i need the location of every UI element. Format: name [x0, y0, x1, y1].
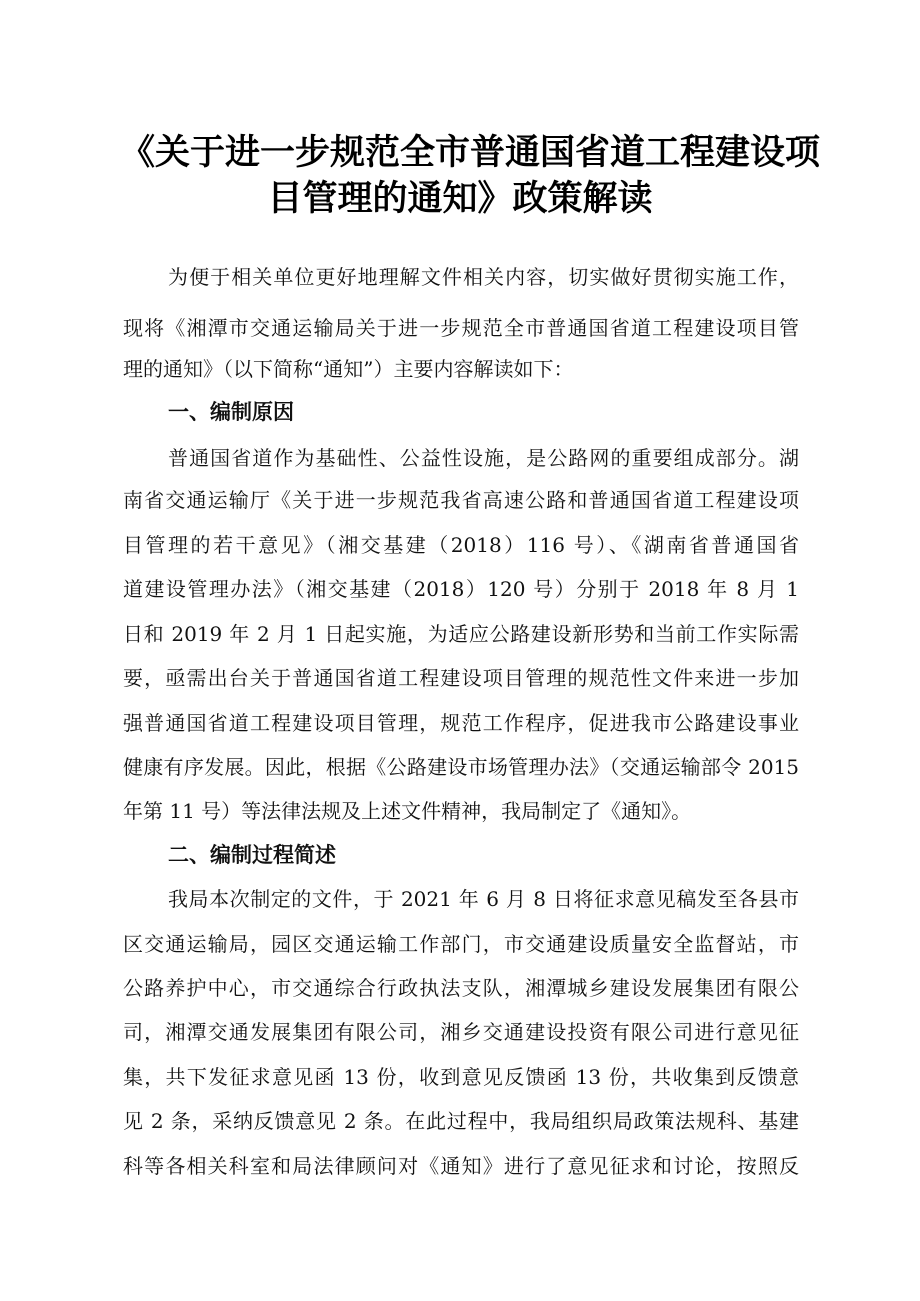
section-2-line-3: 公路养护中心，市交通综合行政执法支队，湘潭城乡建设发展集团有限公 [123, 976, 799, 1000]
section-1-line-6: 要，亟需出台关于普通国省道工程建设项目管理的规范性文件来进一步加 [123, 666, 799, 690]
intro-line-1: 为便于相关单位更好地理解文件相关内容，切实做好贯彻实施工作， [168, 265, 799, 289]
section-1-line-8: 健康有序发展。因此，根据《公路建设市场管理办法》（交通运输部令 2015 [123, 755, 799, 779]
section-2-line-1: 我局本次制定的文件，于 2021 年 6 月 8 日将征求意见稿发至各县市 [168, 887, 799, 911]
section-1-line-9: 年第 11 号）等法律法规及上述文件精神，我局制定了《通知》。 [123, 799, 692, 823]
section-1-line-1: 普通国省道作为基础性、公益性设施，是公路网的重要组成部分。湖 [168, 446, 799, 470]
section-1-line-3: 目管理的若干意见》（湘交基建（2018）116 号）、《湖南省普通国省 [123, 533, 799, 557]
section-2-line-2: 区交通运输局，园区交通运输工作部门，市交通建设质量安全监督站，市 [123, 932, 799, 956]
section-1-heading: 一、编制原因 [168, 400, 294, 424]
section-2-line-7: 科等各相关科室和局法律顾问对《通知》进行了意见征求和讨论，按照反 [123, 1154, 799, 1178]
intro-line-2: 现将《湘潭市交通运输局关于进一步规范全市普通国省道工程建设项目管 [123, 316, 799, 340]
section-2-heading: 二、编制过程简述 [168, 843, 336, 867]
section-1-line-2: 南省交通运输厅《关于进一步规范我省高速公路和普通国省道工程建设项 [123, 488, 799, 512]
document-title-line-1: 《关于进一步规范全市普通国省道工程建设项 [120, 133, 821, 173]
section-1-line-5: 日和 2019 年 2 月 1 日起实施，为适应公路建设新形势和当前工作实际需 [123, 622, 799, 646]
intro-line-3: 理的通知》（以下简称“通知”）主要内容解读如下： [123, 357, 574, 381]
section-2-line-4: 司，湘潭交通发展集团有限公司，湘乡交通建设投资有限公司进行意见征 [123, 1020, 799, 1044]
section-1-line-4: 道建设管理办法》（湘交基建（2018）120 号）分别于 2018 年 8 月 1 [123, 577, 799, 601]
section-1-line-7: 强普通国省道工程建设项目管理，规范工作程序，促进我市公路建设事业 [123, 711, 799, 735]
document-title-line-2: 目管理的通知》政策解读 [267, 179, 653, 219]
section-2-line-6: 见 2 条，采纳反馈意见 2 条。在此过程中，我局组织局政策法规科、基建 [123, 1109, 799, 1133]
section-2-line-5: 集，共下发征求意见函 13 份，收到意见反馈函 13 份，共收集到反馈意 [123, 1065, 799, 1089]
